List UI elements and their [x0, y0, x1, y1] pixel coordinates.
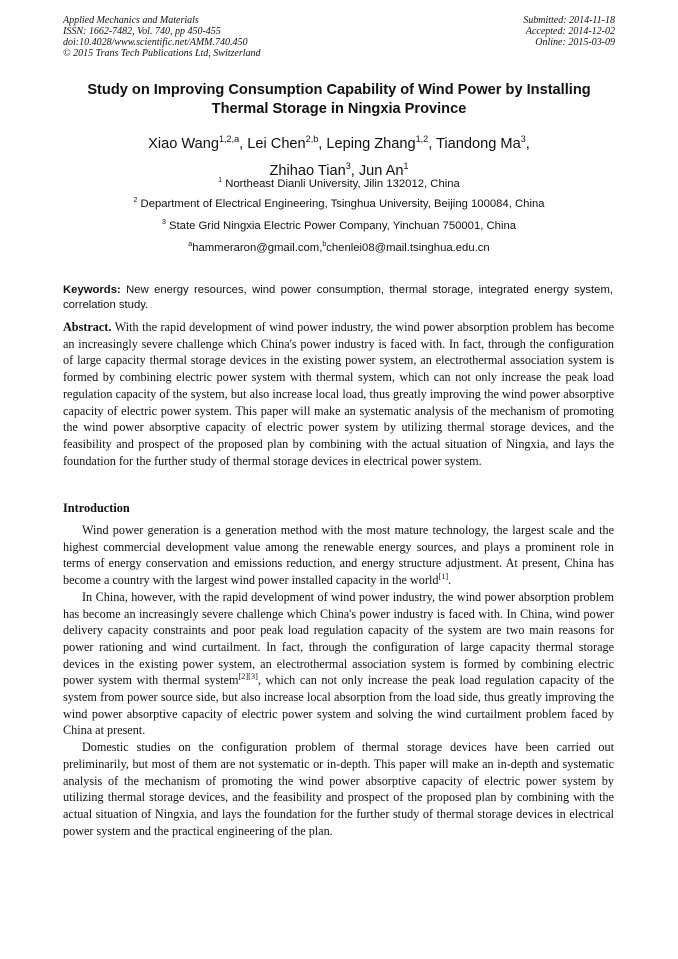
intro-p2-text-a: In China, however, with the rapid development of wind power industry, the wind power absorption problem has become an increasingly severe challenge which China's power industry is faced with. In China, wind power delivery capacity constraints and poor peak load regulation capacity of the system are two main reasons for power rationing and wind curtailment. In fact, through the configuration of large capacity thermal storage devices in the existing power system, an electrothermal association system is formed by combining electric power system with thermal system — [63, 589, 614, 688]
online-date: Online: 2015-03-09 — [535, 37, 615, 48]
author-affiliation-mark: 1,2 — [415, 134, 429, 145]
author-line-1 — [40, 131, 638, 158]
author-separator: , — [239, 136, 248, 152]
affiliation-mark: 1 — [218, 177, 223, 185]
journal-header-right — [523, 15, 615, 48]
author-separator: , — [525, 136, 530, 152]
intro-p2-text-b: , which can not only increase the peak load regulation capacity of the system from power source side, but also increase local absorption from the load side, thus greatly improving the wind power absorptive capacity of electric power system and solving the wind curtailment problem faced by China at present. — [63, 673, 614, 738]
intro-paragraph-3: Domestic studies on the configuration problem of thermal storage devices have been carried out preliminarily, but most of them are not systematic or in-depth. This paper will make an in-depth and systematic analysis of the mechanism of promoting the wind power absorptive capacity of electric power system by utilizing thermal storage devices, and the feasibility and prospect of the proposed plan by combining with the actual situation of Ningxia, and lays the foundation for the further study of thermal storage devices in electrical power system and the practical engineering of the plan. — [63, 740, 614, 838]
title-line-2: Thermal Storage in Ningxia Province — [211, 101, 467, 117]
affiliation-1 — [40, 177, 638, 191]
author-name: Leping Zhang — [326, 136, 416, 152]
introduction-body — [63, 522, 614, 839]
accepted-date: Accepted: 2014-12-02 — [525, 26, 615, 37]
submitted-date: Submitted: 2014-11-18 — [523, 15, 615, 26]
journal-copyright: © 2015 Trans Tech Publications Ltd, Switzerland — [63, 48, 261, 59]
paper-title — [40, 81, 638, 119]
journal-doi: doi:10.4028/www.scientific.net/AMM.740.450 — [63, 37, 248, 48]
author-name: Zhihao Tian — [269, 163, 346, 179]
journal-issn: ISSN: 1662-7482, Vol. 740, pp 450-455 — [63, 26, 221, 37]
citation-ref: [2][3] — [238, 672, 258, 682]
keywords-label: Keywords: — [63, 284, 121, 296]
affiliation-text: State Grid Ningxia Electric Power Company, Yinchuan 750001, China — [165, 220, 517, 232]
intro-p1-end: . — [448, 573, 452, 588]
abstract-label: Abstract. — [63, 320, 112, 334]
journal-name: Applied Mechanics and Materials — [63, 15, 199, 26]
author-name: Xiao Wang — [148, 136, 220, 152]
author-separator: , — [428, 136, 437, 152]
intro-paragraph-2 — [63, 589, 614, 739]
section-heading-introduction: Introduction — [63, 501, 130, 515]
author-name: Tiandong Ma — [436, 136, 521, 152]
affiliation-mark: 2 — [133, 197, 138, 205]
intro-paragraph-1 — [63, 522, 614, 589]
author-affiliation-mark: 1 — [403, 161, 409, 172]
affiliation-text: Northeast Dianli University, Jilin 132012, China — [222, 178, 460, 190]
affiliation-mark: 3 — [161, 219, 166, 227]
journal-header-left — [63, 15, 261, 59]
affiliation-2 — [40, 197, 638, 211]
email-mark-b: b — [322, 241, 327, 249]
author-affiliation-mark: 3 — [520, 134, 526, 145]
author-separator: , — [318, 136, 327, 152]
affiliation-3 — [40, 219, 638, 233]
email-a: hammeraron@gmail.com, — [192, 242, 323, 254]
keywords — [63, 283, 613, 313]
citation-ref: [1] — [438, 572, 449, 582]
keywords-text: New energy resources, wind power consumption, thermal storage, integrated energy system, correlation study. — [63, 284, 613, 311]
abstract-text: With the rapid development of wind power industry, the wind power absorption problem has become an increasingly severe challenge which China's power industry is faced with. In fact, through the configuration of large capacity thermal storage devices in the existing power system, an electrothermal association system is formed by combining electric power system with thermal system, which can not only increase the peak load regulation capacity of the system, but also increase local load, thus greatly improving the wind power absorptive capacity of electric power system. This paper will make an systematic analysis of the mechanism of promoting the wind power absorptive capacity of electric power system by utilizing thermal storage devices, and the feasibility and prospect of the proposed plan by combining with the actual situation of Ningxia, and lays the foundation for the further study of thermal storage devices in electrical power system. — [63, 320, 614, 468]
author-affiliation-mark: 1,2,a — [219, 134, 240, 145]
email-mark-a: a — [188, 241, 193, 249]
author-separator: , — [350, 163, 359, 179]
intro-p1-text: Wind power generation is a generation method with the most mature technology, the largest scale and the highest commercial development value among the renewable energy sources, and plays a prominent role in terms of energy conservation and emissions reduction, and energy structure adjustment. At present, China has become a country with the largest wind power installed capacity in the world — [63, 523, 614, 588]
author-name: Jun An — [358, 163, 404, 179]
affiliation-text: Department of Electrical Engineering, Tsinghua University, Beijing 100084, China — [137, 198, 545, 210]
author-emails — [40, 241, 638, 255]
abstract — [63, 319, 614, 469]
email-b: chenlei08@mail.tsinghua.edu.cn — [326, 242, 490, 254]
title-line-1: Study on Improving Consumption Capability of Wind Power by Installing — [87, 82, 591, 98]
author-affiliation-mark: 3 — [345, 161, 351, 172]
author-affiliation-mark: 2,b — [305, 134, 319, 145]
author-name: Lei Chen — [247, 136, 306, 152]
